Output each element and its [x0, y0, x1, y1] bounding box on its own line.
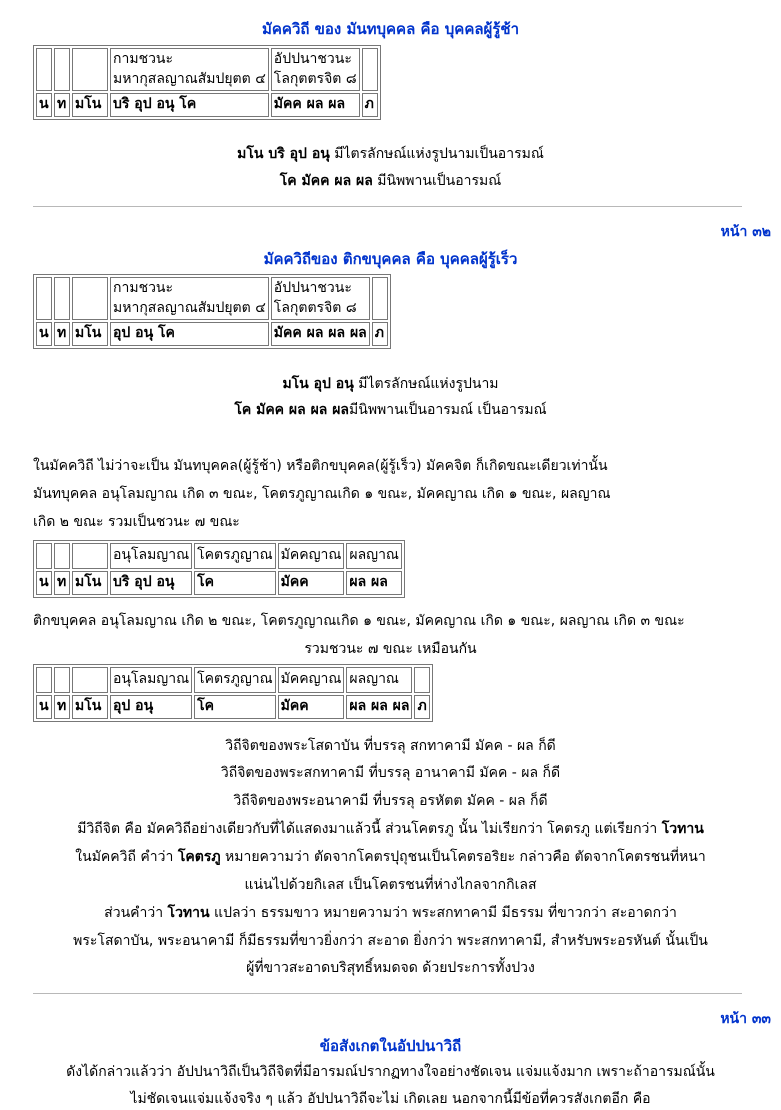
table4-cell: อุป อนุ — [110, 695, 192, 719]
table1-cell: ท — [54, 93, 70, 117]
section2-line2: โค มัคค ผล ผล ผลมีนิพพานเป็นอารมณ์ เป็นอารมณ์ — [234, 402, 547, 418]
table1-header-kamajavana: กามชวนะ มหากุสลญาณสัมปยุตต ๔ — [110, 48, 269, 91]
table4-cell: ท — [54, 695, 70, 719]
table3-cell: โค — [194, 571, 276, 595]
vithi-table-1 — [33, 45, 381, 120]
table1-cell: มโน — [72, 93, 108, 117]
section3-line2: ไม่ชัดเจนแจ่มแจ้งจริง ๆ แล้ว อัปปนาวิถีจะไม่ เกิดเลย นอกจากนี้มีข้อที่ควรสังเกตอีก คือ — [130, 1091, 651, 1107]
body2-line: ติกขบุคคล อนุโลมญาณ เกิด ๒ ขณะ, โคตรภูญาณเกิด ๑ ขณะ, มัคคญาณ เกิด ๑ ขณะ, ผลญาณ เกิด ๓ ขณะ — [33, 613, 685, 629]
page-number-33: หน้า ๓๓ — [720, 1011, 771, 1027]
table4-header: โคตรภูญาณ — [194, 667, 276, 693]
table1-cell: ภ — [362, 93, 378, 117]
table1-cell: บริ อุป อนุ โค — [110, 93, 269, 117]
body1-line: เกิด ๒ ขณะ รวมเป็นชวนะ ๗ ขณะ — [33, 514, 240, 530]
table4-cell: ภ — [414, 695, 430, 719]
table4-cell: มโน — [72, 695, 108, 719]
para1-line3: แน่นไปด้วยกิเลส เป็นโคตรชนที่ห่างไกลจากกิเลส — [244, 877, 537, 893]
section1-title: มัคควิถี ของ มันทบุคคล คือ บุคคลผู้รู้ช้า — [261, 20, 520, 38]
center-line: วิถีจิตของพระอนาคามี ที่บรรลุ อรหัตต มัคค - ผล ก็ดี — [233, 793, 548, 809]
section1-line2: โค มัคค ผล ผล มีนิพพานเป็นอารมณ์ — [279, 173, 502, 189]
divider — [33, 993, 742, 994]
section2-line1: มโน อุป อนุ มีไตรลักษณ์แห่งรูปนาม — [282, 376, 499, 392]
table2-cell: มโน — [72, 322, 108, 346]
table2-header-kamajavana: กามชวนะ มหากุสลญาณสัมปยุตต ๔ — [110, 277, 269, 320]
table1-cell: น — [36, 93, 52, 117]
center-line: วิถีจิตของพระโสดาบัน ที่บรรลุ สกทาคามี มัคค - ผล ก็ดี — [225, 738, 556, 754]
table3-header: อนุโลมญาณ — [110, 543, 192, 569]
table2-cell: น — [36, 322, 52, 346]
table4-header: ผลญาณ — [346, 667, 412, 693]
section3-title: ข้อสังเกตในอัปปนาวิถี — [319, 1037, 462, 1055]
section2-title: มัคควิถีของ ติกขบุคคล คือ บุคคลผู้รู้เร็ว — [263, 250, 518, 268]
table2-cell: ภ — [372, 322, 388, 346]
body1-line: ในมัคควิถี ไม่ว่าจะเป็น มันทบุคคล(ผู้รู้ช้า) หรือติกขบุคคล(ผู้รู้เร็ว) มัคคจิต ก็เกิดขณะเดียวเท่านั้น — [33, 458, 608, 474]
table2-header-appana: อัปปนาชวนะ โลกุตตรจิต ๘ — [271, 277, 370, 320]
body2-line: รวมชวนะ ๗ ขณะ เหมือนกัน — [304, 641, 477, 657]
table2-cell: มัคค ผล ผล ผล — [271, 322, 370, 346]
para2-line1: ส่วนคำว่า โวทาน แปลว่า ธรรมขาว หมายความว่า พระสกทาคามี มีธรรม ที่ขาวกว่า สะอาดกว่า — [104, 905, 677, 921]
page-number-32: หน้า ๓๒ — [720, 224, 771, 240]
para1-line1: มีวิถีจิต คือ มัคควิถีอย่างเดียวกับที่ได้แสดงมาแล้วนี้ ส่วนโคตรภู นั้น ไม่เรียกว่า โคตรภู แต่เรียกว่า โวทาน — [77, 821, 704, 837]
body1-line: มันทบุคคล อนุโลมญาณ เกิด ๓ ขณะ, โคตรภูญาณเกิด ๑ ขณะ, มัคคญาณ เกิด ๑ ขณะ, ผลญาณ — [33, 486, 611, 502]
section1-line1: มโน บริ อุป อนุ มีไตรลักษณ์แห่งรูปนามเป็นอารมณ์ — [237, 146, 544, 162]
table4-cell: โค — [194, 695, 276, 719]
table3-header: มัคคญาณ — [278, 543, 345, 569]
section3-line1: ดังได้กล่าวแล้วว่า อัปปนาวิถีเป็นวิถีจิตที่มีอารมณ์ปรากฏทางใจอย่างชัดเจน แจ่มแจ้งมาก เพราะถ้าอารมณ์นั้น — [66, 1064, 715, 1080]
vithi-table-2 — [33, 274, 391, 349]
table4-header: อนุโลมญาณ — [110, 667, 192, 693]
vithi-table-3 — [33, 540, 405, 598]
table3-cell: มัคค — [278, 571, 345, 595]
table3-cell: ผล ผล — [346, 571, 402, 595]
table3-header: โคตรภูญาณ — [194, 543, 276, 569]
table2-cell: อุป อนุ โค — [110, 322, 269, 346]
table3-cell: มโน — [72, 571, 108, 595]
table4-cell: มัคค — [278, 695, 345, 719]
table4-cell: ผล ผล ผล — [346, 695, 412, 719]
table3-cell: ท — [54, 571, 70, 595]
table3-cell: บริ อุป อนุ — [110, 571, 192, 595]
table1-cell: มัคค ผล ผล — [271, 93, 360, 117]
table1-header-appana: อัปปนาชวนะ โลกุตตรจิต ๘ — [271, 48, 360, 91]
table3-header: ผลญาณ — [346, 543, 402, 569]
divider — [33, 206, 742, 207]
table4-header: มัคคญาณ — [278, 667, 345, 693]
table3-cell: น — [36, 571, 52, 595]
table4-cell: น — [36, 695, 52, 719]
table2-cell: ท — [54, 322, 70, 346]
center-line: วิถีจิตของพระสกทาคามี ที่บรรลุ อานาคามี มัคค - ผล ก็ดี — [220, 765, 561, 781]
vithi-table-4 — [33, 664, 433, 722]
para2-line2: พระโสดาบัน, พระอนาคามี ก็มีธรรมที่ขาวยิ่งกว่า สะอาด ยิ่งกว่า พระสกทาคามี, สำหรับพระอรหันต์ นั้นเป็น — [73, 933, 708, 949]
para2-line3: ผู้ที่ขาวสะอาดบริสุทธิ์หมดจด ด้วยประการทั้งปวง — [246, 960, 535, 976]
para1-line2: ในมัคควิถี คำว่า โคตรภู หมายความว่า ตัดจากโคตรปุถุชนเป็นโคตรอริยะ กล่าวคือ ตัดจากโคตรชนที่หนา — [75, 849, 706, 865]
